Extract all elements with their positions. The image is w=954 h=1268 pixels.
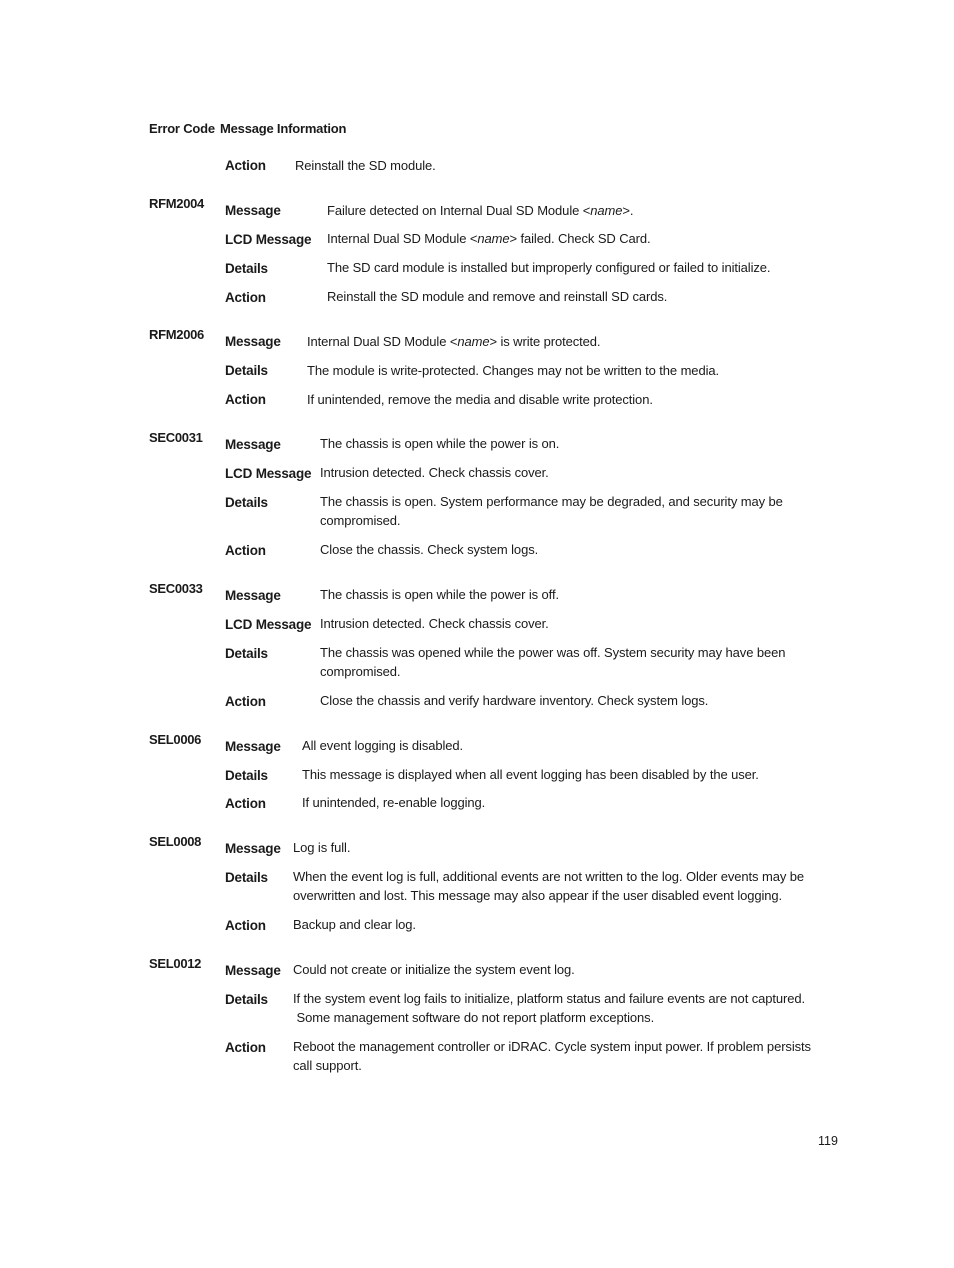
details-label: Details bbox=[225, 363, 268, 378]
details-text: The chassis was opened while the power was off. System security may have been bbox=[320, 645, 786, 660]
error-code-sel0006: SEL0006 bbox=[149, 732, 202, 747]
lcd-message-label: LCD Message bbox=[225, 232, 312, 247]
action-label: Action bbox=[225, 158, 266, 173]
message-text: Internal Dual SD Module <name> is write protected. bbox=[307, 334, 601, 349]
details-text: The SD card module is installed but improperly configured or failed to initialize. bbox=[327, 260, 771, 275]
details-text-continued: compromised. bbox=[320, 513, 401, 528]
action-text: If unintended, re-enable logging. bbox=[302, 795, 486, 810]
action-text: Reinstall the SD module. bbox=[295, 158, 436, 173]
details-text-continued: compromised. bbox=[320, 664, 401, 679]
message-label: Message bbox=[225, 334, 281, 349]
message-text: Failure detected on Internal Dual SD Module <name>. bbox=[327, 203, 634, 218]
message-label: Message bbox=[225, 203, 281, 218]
details-text: When the event log is full, additional events are not written to the log. Older events may be bbox=[293, 869, 804, 884]
action-label: Action bbox=[225, 543, 266, 558]
lcd-message-label: LCD Message bbox=[225, 617, 312, 632]
details-label: Details bbox=[225, 992, 268, 1007]
message-text: Could not create or initialize the system event log. bbox=[293, 962, 575, 977]
error-code-rfm2004: RFM2004 bbox=[149, 196, 204, 211]
column-header-error-code: Error Code bbox=[149, 121, 215, 136]
action-text: Close the chassis and verify hardware inventory. Check system logs. bbox=[320, 693, 709, 708]
message-label: Message bbox=[225, 437, 281, 452]
action-label: Action bbox=[225, 1040, 266, 1055]
error-code-sel0012: SEL0012 bbox=[149, 956, 202, 971]
action-label: Action bbox=[225, 392, 266, 407]
details-label: Details bbox=[225, 646, 268, 661]
message-label: Message bbox=[225, 963, 281, 978]
message-text: Log is full. bbox=[293, 840, 351, 855]
details-label: Details bbox=[225, 768, 268, 783]
error-code-rfm2006: RFM2006 bbox=[149, 327, 204, 342]
error-code-sec0033: SEC0033 bbox=[149, 581, 203, 596]
message-text: The chassis is open while the power is on. bbox=[320, 436, 560, 451]
action-text: Reboot the management controller or iDRAC. Cycle system input power. If problem persists bbox=[293, 1039, 811, 1054]
message-text: All event logging is disabled. bbox=[302, 738, 464, 753]
details-text-continued: Some management software do not report platform exceptions. bbox=[293, 1010, 655, 1025]
lcd-message-text: Internal Dual SD Module <name> failed. Check SD Card. bbox=[327, 231, 651, 246]
message-text: The chassis is open while the power is off. bbox=[320, 587, 559, 602]
action-text: If unintended, remove the media and disable write protection. bbox=[307, 392, 653, 407]
details-text: The chassis is open. System performance may be degraded, and security may be bbox=[320, 494, 783, 509]
page-number: 119 bbox=[818, 1134, 838, 1148]
action-text: Backup and clear log. bbox=[293, 917, 416, 932]
message-label: Message bbox=[225, 841, 281, 856]
action-label: Action bbox=[225, 796, 266, 811]
details-label: Details bbox=[225, 870, 268, 885]
details-text-continued: overwritten and lost. This message may also appear if the user disabled event logging. bbox=[293, 888, 783, 903]
message-label: Message bbox=[225, 739, 281, 754]
lcd-message-text: Intrusion detected. Check chassis cover. bbox=[320, 465, 549, 480]
error-code-sec0031: SEC0031 bbox=[149, 430, 203, 445]
action-label: Action bbox=[225, 694, 266, 709]
details-label: Details bbox=[225, 261, 268, 276]
action-label: Action bbox=[225, 918, 266, 933]
message-label: Message bbox=[225, 588, 281, 603]
details-label: Details bbox=[225, 495, 268, 510]
error-code-sel0008: SEL0008 bbox=[149, 834, 202, 849]
details-text: The module is write-protected. Changes may not be written to the media. bbox=[307, 363, 719, 378]
lcd-message-text: Intrusion detected. Check chassis cover. bbox=[320, 616, 549, 631]
details-text: This message is displayed when all event logging has been disabled by the user. bbox=[302, 767, 759, 782]
action-text: Close the chassis. Check system logs. bbox=[320, 542, 539, 557]
action-text: Reinstall the SD module and remove and reinstall SD cards. bbox=[327, 289, 668, 304]
action-label: Action bbox=[225, 290, 266, 305]
action-text-continued: call support. bbox=[293, 1058, 362, 1073]
details-text: If the system event log fails to initialize, platform status and failure events are not captured. bbox=[293, 991, 806, 1006]
lcd-message-label: LCD Message bbox=[225, 466, 312, 481]
column-header-message-information: Message Information bbox=[220, 121, 347, 136]
